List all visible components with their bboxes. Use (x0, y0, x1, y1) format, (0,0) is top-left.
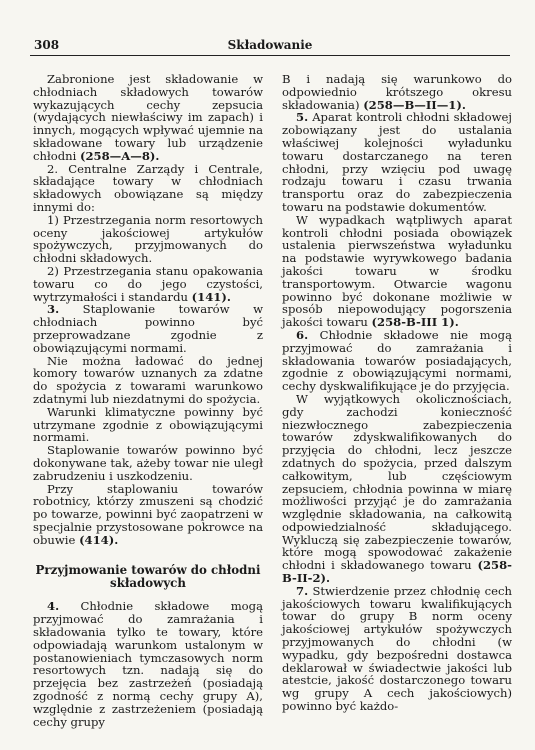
section-heading: Przyjmowanie towarów do chłodni składowych (35, 563, 261, 591)
list-item: 2) Przestrzegania stanu opakowania towaru co do jego czystości, wytrzymałości i standardu (141). (33, 263, 263, 304)
header-rule (30, 55, 510, 56)
paragraph: B i nadają się warunkowo do odpowiednio krótszego okresu składowania) (258—B—II—1). (282, 72, 512, 112)
paragraph: Przy staplowaniu towarów robotnicy, którzy zmuszeni są chodzić po towarze, powinni być zaopatrzeni w specjalnie przystosowane pokrowce na obuwie (414). (33, 481, 263, 547)
right-column (282, 73, 512, 713)
paragraph: 4. Chłodnie składowe mogą przyjmować do zamrażania i składowania tylko te towary, które odpowiadają warunkom ustalonym w postanowieniach tymczasowych norm resortowych tzn. nadają się do przejęcia bez zastrzeżeń (posiadają zgodność z normą cechy grupy A), względnie z zastrzeżeniem (posiadają cechy grupy (33, 599, 263, 729)
left-column (33, 73, 263, 728)
page-header (30, 34, 510, 56)
paragraph: W wyjątkowych okolicznościach, gdy zachodzi konieczność niezwłocznego zabezpieczenia towarów zdyskwalifikowanych do przyjęcia do chłodni, lecz jeszcze zdatnych do spożycia, przed dalszym całkowitym, lub częściowym zepsuciem, chłodnia powinna w miarę możliwości przyjąć je do zamrażania względnie składowania, na całkowitą odpowiedzialność składującego. Wykluczą się zabezpieczenie towarów, które mogą spowodować zakażenie chłodni i składowanego towaru (258-B-II-2). (282, 391, 512, 586)
paragraph: 6. Chłodnie składowe nie mogą przyjmować do zamrażania i składowania towarów posiadających, zgodnie z obowiązującymi normami, cechy dyskwalifikujące je do przyjęcia. (282, 327, 512, 394)
list-item: 1) Przestrzegania norm resortowych oceny jakościowej artykułów spożywczych, przyjmowanych do chłodni składowych. (33, 212, 263, 266)
paragraph: 7. Stwierdzenie przez chłodnię cech jakościowych towaru kwalifikujących towar do grupy B norm oceny jakościowej artykułów spożywczych przyjmowanych do chłodni (w wypadku, gdy bezpośredni dostawca deklarował w świadectwie jakości lub atestcie, jakość dostarczonego towaru wg grupy A cech jakościowych) powinno być każdo- (282, 583, 512, 714)
paragraph: 3. Staplowanie towarów w chłodniach powinno być przeprowadzane zgodnie z obowiązującymi normami. (33, 302, 263, 355)
paragraph: Warunki klimatyczne powinny być utrzymane zgodnie z obowiązującymi normami. (33, 404, 263, 445)
running-title: Składowanie (227, 38, 313, 52)
paragraph: W wypadkach wątpliwych aparat kontroli chłodni posiada obowiązek ustalenia pierwszeństwa wyładunku na podstawie wyrywkowego badania jakości towaru w środku transportowym. Otwarcie wagonu powinno być dokonane możliwie w sposób niepowodujący pogorszenia jakości towaru (258-B-III 1). (282, 212, 512, 330)
paragraph: Nie można ładować do jednej komory towarów uznanych za zdatne do spożycia z towarami warunkowo zdatnymi lub niezdatnymi do spożycia. (33, 353, 263, 406)
paragraph: Staplowanie towarów powinno być dokonywane tak, ażeby towar nie uległ zabrudzeniu i uszkodzeniu. (33, 443, 263, 483)
page-number: 308 (34, 38, 60, 52)
paragraph: 5. Aparat kontroli chłodni składowej zobowiązany jest do ustalania właściwej kolejności wyładunku towaru dostarczanego na teren chłodni, przy wzięciu pod uwagę rodzaju towaru i czasu trwania transportu oraz do zabezpieczenia towaru na podstawie dokumentów. (282, 110, 513, 214)
paragraph: 2. Centralne Zarządy i Centrale, składające towary w chłodniach składowych obowiązane są między innymi do: (33, 161, 263, 214)
paragraph: Zabronione jest składowanie w chłodniach składowych towarów wykazujących cechy zepsucia (wydających niewłaściwy im zapach) i innych, mogących wpływać ujemnie na składowane towary lub urządzenie chłodni (258—A—8). (33, 72, 263, 163)
